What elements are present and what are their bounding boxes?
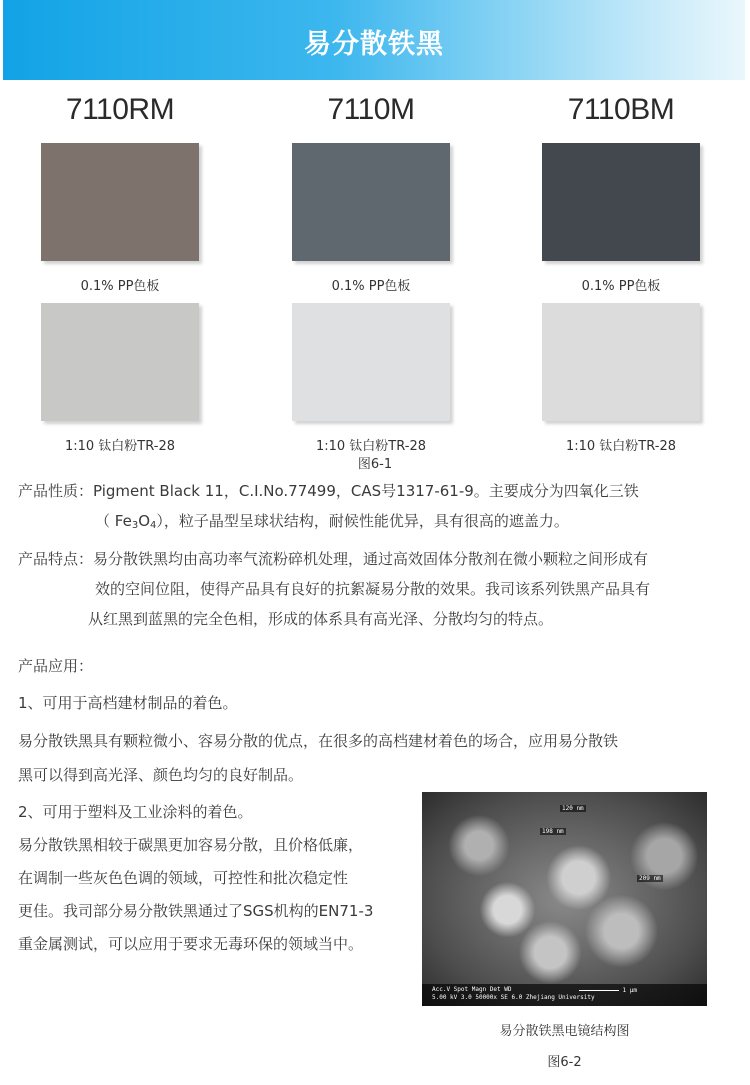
swatch-caption: 0.1% PP色板 [331, 279, 411, 294]
scale-line [579, 990, 619, 991]
swatch-caption: 0.1% PP色板 [581, 279, 661, 294]
item-2-title: 2、可用于塑料及工业涂料的着色。 [18, 803, 253, 821]
tint-caption: 1:10 钛白粉TR-28 [64, 439, 175, 454]
application-item-1-title: 1、可用于高档建材制品的着色。 [18, 694, 238, 712]
sem-info-bar [422, 984, 707, 1006]
formula-open: （ Fe [95, 512, 132, 530]
pp-swatch [542, 143, 700, 261]
features-line-3: 从红黑到蓝黑的完全色相，形成的体系具有高光泽、分散均匀的特点。 [88, 610, 554, 628]
sem-caption: 易分散铁黑电镜结构图 [499, 1024, 630, 1039]
sem-label-2: 198 nm [542, 828, 564, 835]
sem-micrograph [422, 792, 707, 1006]
tint-swatch [542, 303, 700, 421]
application-heading: 产品应用： [18, 657, 94, 675]
item-2-line-1: 易分散铁黑相较于碳黑更加容易分散，且价格低廉， [18, 836, 364, 854]
product-column-1 [20, 90, 220, 453]
product-code: 7110RM [65, 93, 175, 126]
sem-info-line-2: 5.00 kV 3.0 50000x SE 6.0 Zhejiang University [432, 994, 595, 1001]
page-title: 易分散铁黑 [304, 29, 444, 60]
product-code: 7110BM [567, 93, 675, 126]
item-1-line-1: 易分散铁黑具有颗粒微小、容易分散的优点，在很多的高档建材着色的场合，应用易分散铁 [18, 732, 619, 750]
sem-info-line-1: Acc.V Spot Magn Det WD [432, 986, 512, 993]
item-2-line-3: 更佳。我司部分易分散铁黑通过了SGS机构的EN71-3 [18, 902, 374, 920]
product-column-2 [271, 90, 471, 453]
tint-caption: 1:10 钛白粉TR-28 [315, 439, 426, 454]
tint-caption: 1:10 钛白粉TR-28 [565, 439, 676, 454]
formula-mid: O [138, 512, 150, 530]
figure-caption-2: 图6-2 [547, 1055, 582, 1070]
features-line-1: 产品特点：易分散铁黑均由高功率气流粉碎机处理，通过高效固体分散剂在微小颗粒之间形成有 [18, 550, 649, 568]
properties-line-1: 产品性质：Pigment Black 11，C.I.No.77499，CAS号1317-61-9。主要成分为四氧化三铁 [18, 482, 639, 500]
swatch-caption: 0.1% PP色板 [80, 279, 160, 294]
product-features [18, 544, 738, 634]
product-properties [18, 476, 738, 541]
formula-sub-2: 4 [150, 520, 157, 531]
pp-swatch [41, 143, 199, 261]
figure-caption-1: 图6-1 [357, 457, 393, 472]
sem-scale-bar [579, 987, 637, 995]
product-column-3 [521, 90, 721, 453]
application-item-2 [18, 797, 418, 959]
header-banner [3, 0, 745, 80]
formula-sub-1: 3 [131, 520, 139, 531]
item-2-line-4: 重金属测试，可以应用于要求无毒环保的领域当中。 [18, 935, 364, 953]
tint-swatch [41, 303, 199, 421]
product-code: 7110M [327, 93, 415, 126]
tint-swatch [292, 303, 450, 421]
item-2-line-2: 在调制一些灰色色调的领域，可控性和批次稳定性 [18, 869, 349, 887]
sem-scale-text: 1 μm [622, 987, 637, 994]
sem-label-3: 209 nm [639, 875, 661, 882]
sem-label-1: 120 nm [562, 805, 584, 812]
pp-swatch [292, 143, 450, 261]
properties-rest: ），粒子晶型呈球状结构，耐候性能优异，具有很高的遮盖力。 [156, 512, 569, 530]
properties-line-2 [18, 506, 738, 541]
item-1-line-2: 黑可以得到高光泽、颜色均匀的良好制品。 [18, 766, 304, 784]
features-line-2: 效的空间位阻，使得产品具有良好的抗絮凝易分散的效果。我司该系列铁黑产品具有 [95, 580, 651, 598]
application-item-1-body [18, 726, 738, 790]
